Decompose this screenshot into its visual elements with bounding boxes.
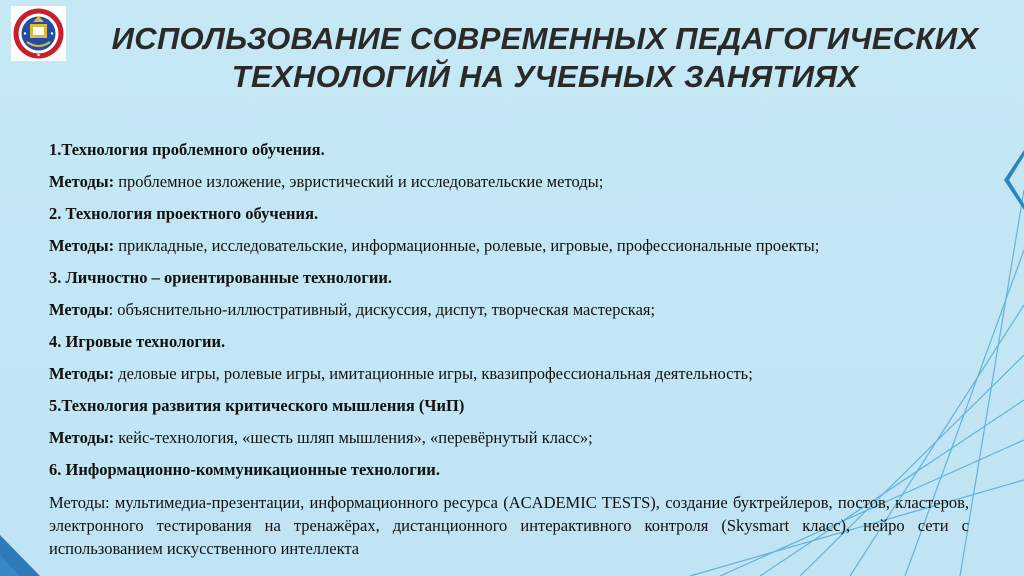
methods-text: деловые игры, ролевые игры, имитационные игры, квазипрофессиональная деятельность; [114, 364, 753, 383]
page-title-line-2: ТЕХНОЛОГИЙ НА УЧЕБНЫХ ЗАНЯТИЯХ [231, 59, 859, 94]
methods-text: : мультимедиа-презентации, информационного ресурса (ACADEMIC TESTS), создание буктрейлеров, постов, кластеров, электронного тестирования на тренажёрах, дистанционного интерактивного контроля (Skysmart класс), нейро сети с использованием искусственного интеллекта [49, 493, 969, 558]
methods-text: : объяснительно-иллюстративный, дискуссия, диспут, творческая мастерская; [108, 300, 656, 319]
methods-label: Методы [49, 493, 106, 512]
college-emblem-icon [11, 6, 66, 61]
methods-label: Методы [49, 300, 109, 319]
methods-label: Методы: [49, 428, 115, 447]
methods-label: Методы: [49, 172, 115, 191]
tech-2-heading: 2. Технология проектного обучения. [49, 204, 319, 223]
technologies-list [49, 139, 969, 560]
tech-1-methods [49, 171, 969, 203]
tech-4-heading: 4. Игровые технологии. [49, 332, 226, 351]
methods-label: Методы: [49, 364, 115, 383]
page-title [80, 20, 1010, 96]
tech-1-heading: 1.Технология проблемного обучения. [49, 140, 325, 159]
methods-label: Методы: [49, 236, 115, 255]
tech-4-methods [49, 363, 969, 395]
tech-3-methods [49, 299, 969, 331]
tech-6-heading: 6. Информационно-коммуникационные технологии. [49, 460, 440, 479]
page-title-line-1: ИСПОЛЬЗОВАНИЕ СОВРЕМЕННЫХ ПЕДАГОГИЧЕСКИХ [111, 21, 979, 56]
tech-3-heading: 3. Личностно – ориентированные технологии. [49, 268, 392, 287]
tech-2-methods [49, 235, 969, 267]
methods-text: кейс-технология, «шесть шляп мышления», «перевёрнутый класс»; [114, 428, 593, 447]
tech-6-methods [49, 491, 969, 560]
tech-5-heading: 5.Технология развития критического мышления (ЧиП) [49, 396, 465, 415]
methods-text: проблемное изложение, эвристический и исследовательские методы; [114, 172, 604, 191]
tech-5-methods [49, 427, 969, 459]
methods-text: прикладные, исследовательские, информационные, ролевые, игровые, профессиональные проекты; [114, 236, 820, 255]
